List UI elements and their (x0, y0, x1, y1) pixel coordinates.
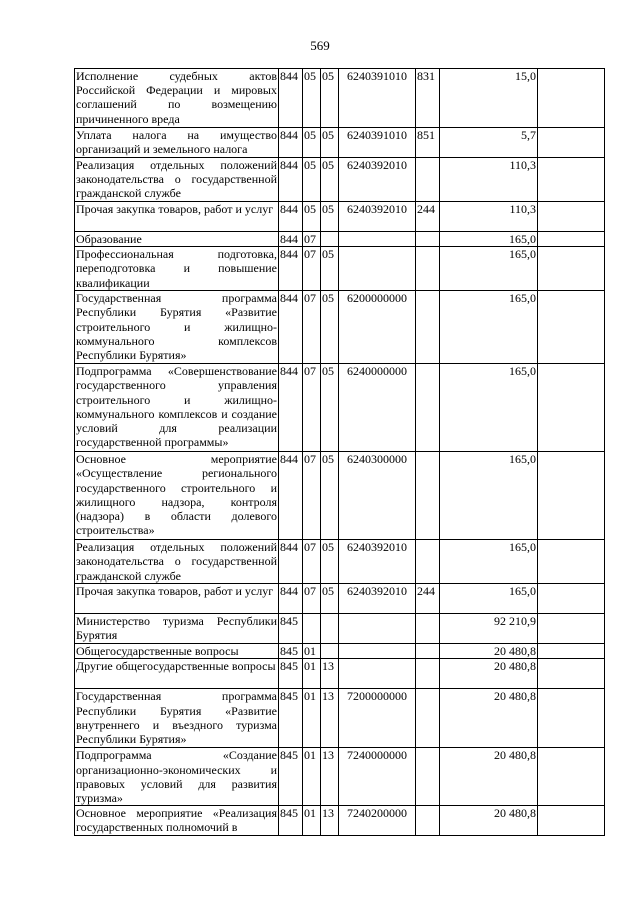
expense-type-code (416, 644, 440, 659)
section-code: 07 (303, 452, 321, 540)
section-code: 07 (303, 584, 321, 614)
subsection-code: 13 (321, 689, 339, 748)
program-code: 6240392010 (339, 584, 416, 614)
empty-cell (538, 806, 605, 836)
empty-cell (538, 202, 605, 232)
expense-type-code: 244 (416, 584, 440, 614)
subsection-code: 05 (321, 291, 339, 364)
table-row (75, 644, 605, 659)
section-code: 07 (303, 291, 321, 364)
subsection-code: 05 (321, 452, 339, 540)
program-code (339, 614, 416, 644)
amount: 165,0 (440, 291, 538, 364)
empty-cell (538, 644, 605, 659)
expense-type-code (416, 247, 440, 291)
subsection-code (321, 614, 339, 644)
row-description: Общегосударственные вопросы (75, 644, 279, 659)
row-description: Профессиональная подготовка, переподготовка и повышение квалификации (76, 247, 277, 290)
table-row (75, 232, 605, 247)
empty-cell (538, 291, 605, 364)
table-row (75, 689, 605, 748)
amount: 110,3 (440, 202, 538, 232)
ministry-code: 845 (279, 614, 303, 644)
amount: 20 480,8 (440, 806, 538, 836)
empty-cell (538, 614, 605, 644)
subsection-code: 05 (321, 584, 339, 614)
ministry-code: 844 (279, 584, 303, 614)
row-description: Государственная программа Республики Бурятия «Развитие внутреннего и въездного туризма Республики Бурятия» (76, 689, 277, 747)
row-description: Государственная программа Республики Бурятия «Развитие строительного и жилищно-коммунального комплексов Республики Бурятия» (76, 291, 277, 363)
table-row (75, 452, 605, 540)
row-description: Уплата налога на имущество организаций и земельного налога (76, 128, 277, 157)
row-description: Прочая закупка товаров, работ и услуг (75, 202, 279, 232)
empty-cell (538, 364, 605, 452)
subsection-code: 13 (321, 748, 339, 806)
table-row (75, 364, 605, 452)
section-code: 07 (303, 247, 321, 291)
amount: 20 480,8 (440, 644, 538, 659)
expense-type-code (416, 689, 440, 748)
expense-type-code (416, 659, 440, 689)
table-row (75, 614, 605, 644)
program-code: 6240300000 (339, 452, 416, 540)
amount: 92 210,9 (440, 614, 538, 644)
section-code: 05 (303, 158, 321, 202)
program-code (339, 644, 416, 659)
subsection-code: 05 (321, 69, 339, 128)
section-code: 07 (303, 364, 321, 452)
subsection-code: 05 (321, 158, 339, 202)
section-code: 01 (303, 644, 321, 659)
section-code: 01 (303, 748, 321, 806)
row-description: Основное мероприятие «Осуществление регионального государственного строительного и жилищного надзора, контроля (надзора) в области долевого строительства» (75, 452, 279, 540)
amount: 110,3 (440, 158, 538, 202)
expense-type-code: 851 (416, 128, 440, 158)
program-code: 7240000000 (339, 748, 416, 806)
row-description: Образование (75, 232, 279, 247)
section-code: 01 (303, 806, 321, 836)
subsection-code (321, 232, 339, 247)
expense-type-code (416, 748, 440, 806)
amount: 20 480,8 (440, 659, 538, 689)
program-code: 6240391010 (339, 128, 416, 158)
section-code (303, 614, 321, 644)
ministry-code: 844 (279, 540, 303, 584)
section-code: 01 (303, 659, 321, 689)
expense-type-code (416, 232, 440, 247)
row-description: Исполнение судебных актов Российской Федерации и мировых соглашений по возмещению причиненного вреда (76, 69, 277, 126)
empty-cell (538, 748, 605, 806)
empty-cell (538, 69, 605, 128)
program-code: 6240000000 (339, 364, 416, 452)
empty-cell (538, 158, 605, 202)
program-code: 6240391010 (339, 69, 416, 128)
empty-cell (538, 128, 605, 158)
expense-type-code (416, 540, 440, 584)
subsection-code: 05 (321, 202, 339, 232)
ministry-code: 844 (279, 202, 303, 232)
section-code: 07 (303, 540, 321, 584)
ministry-code: 844 (279, 291, 303, 364)
table-body (75, 69, 605, 836)
subsection-code: 13 (321, 806, 339, 836)
expense-type-code (416, 806, 440, 836)
expense-type-code (416, 452, 440, 540)
table-row (75, 202, 605, 232)
section-code: 07 (303, 232, 321, 247)
ministry-code: 844 (279, 69, 303, 128)
ministry-code: 844 (279, 247, 303, 291)
program-code: 7200000000 (339, 689, 416, 748)
table-row (75, 806, 605, 836)
ministry-code: 844 (279, 158, 303, 202)
ministry-code: 845 (279, 748, 303, 806)
amount: 165,0 (440, 364, 538, 452)
budget-table (74, 68, 605, 836)
ministry-code: 845 (279, 806, 303, 836)
program-code: 6200000000 (339, 291, 416, 364)
amount: 15,0 (440, 69, 538, 128)
amount: 165,0 (440, 247, 538, 291)
section-code: 05 (303, 128, 321, 158)
row-description: Реализация отдельных положений законодательства о государственной гражданской службе (76, 540, 277, 583)
empty-cell (538, 659, 605, 689)
ministry-code: 844 (279, 232, 303, 247)
amount: 165,0 (440, 540, 538, 584)
subsection-code: 05 (321, 247, 339, 291)
expense-type-code (416, 291, 440, 364)
row-description: Реализация отдельных положений законодательства о государственной гражданской службе (76, 158, 277, 201)
program-code: 6240392010 (339, 158, 416, 202)
table-row (75, 659, 605, 689)
subsection-code: 05 (321, 128, 339, 158)
table-row (75, 247, 605, 291)
amount: 20 480,8 (440, 689, 538, 748)
ministry-code: 844 (279, 128, 303, 158)
program-code: 6240392010 (339, 202, 416, 232)
empty-cell (538, 689, 605, 748)
amount: 165,0 (440, 584, 538, 614)
empty-cell (538, 584, 605, 614)
table-row (75, 69, 605, 128)
empty-cell (538, 540, 605, 584)
subsection-code: 05 (321, 540, 339, 584)
expense-type-code: 244 (416, 202, 440, 232)
expense-type-code (416, 614, 440, 644)
amount: 5,7 (440, 128, 538, 158)
section-code: 05 (303, 202, 321, 232)
table-row (75, 748, 605, 806)
row-description: Подпрограмма «Совершенствование государственного управления строительного и жилищно-коммунального комплексов и создание условий для реализации государственной программы» (75, 364, 279, 452)
empty-cell (538, 452, 605, 540)
row-description: Прочая закупка товаров, работ и услуг (75, 584, 279, 614)
ministry-code: 845 (279, 689, 303, 748)
expense-type-code (416, 158, 440, 202)
row-description: Подпрограмма «Создание организационно-экономических и правовых условий для развития туризма» (76, 748, 277, 806)
section-code: 01 (303, 689, 321, 748)
table-row (75, 128, 605, 158)
ministry-code: 845 (279, 644, 303, 659)
ministry-code: 844 (279, 364, 303, 452)
amount: 165,0 (440, 452, 538, 540)
expense-type-code: 831 (416, 69, 440, 128)
ministry-code: 844 (279, 452, 303, 540)
program-code (339, 232, 416, 247)
ministry-code: 845 (279, 659, 303, 689)
empty-cell (538, 247, 605, 291)
empty-cell (538, 232, 605, 247)
row-description: Основное мероприятие «Реализация государственных полномочий в (76, 806, 277, 835)
subsection-code: 13 (321, 659, 339, 689)
program-code: 6240392010 (339, 540, 416, 584)
amount: 20 480,8 (440, 748, 538, 806)
table-row (75, 584, 605, 614)
section-code: 05 (303, 69, 321, 128)
table-row (75, 158, 605, 202)
row-description: Другие общегосударственные вопросы (75, 659, 279, 689)
row-description: Министерство туризма Республики Бурятия (76, 614, 277, 643)
program-code (339, 247, 416, 291)
table-row (75, 291, 605, 364)
table-row (75, 540, 605, 584)
page-number: 569 (310, 38, 330, 53)
program-code (339, 659, 416, 689)
subsection-code (321, 644, 339, 659)
expense-type-code (416, 364, 440, 452)
subsection-code: 05 (321, 364, 339, 452)
amount: 165,0 (440, 232, 538, 247)
program-code: 7240200000 (339, 806, 416, 836)
